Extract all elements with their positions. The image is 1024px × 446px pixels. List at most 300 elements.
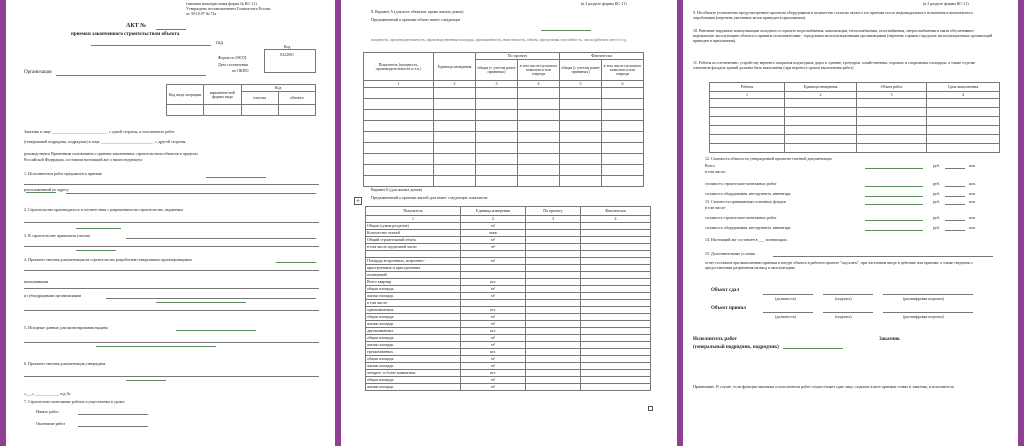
table-cell (364, 88, 434, 99)
fact-cell (581, 237, 651, 244)
code-cell (241, 105, 278, 116)
okud-label: Форма по ОКУД (218, 55, 247, 60)
plan-cell (526, 251, 581, 258)
page-header-note: (в 2 разделе формы КС-11) (581, 1, 627, 6)
text-line: 4. Проектно-сметная документация на строительство разработана генеральным проектировщиком (24, 257, 192, 262)
table-row (364, 99, 644, 110)
row-label: общая площадь (366, 377, 461, 384)
row-label: общая площадь (366, 286, 461, 293)
header-cell: Фактически (581, 207, 651, 216)
signature-caption: (подпись) (835, 296, 852, 301)
variant-a-description: мощность, производительность, производственная площадь, протяженность, вместимость, объем, пропускная способность, число рабочих мест и т.д. (371, 37, 627, 42)
cost-line: стоимость строительно-монтажных работ (705, 215, 777, 220)
customer-label: Заказчик (879, 337, 900, 342)
signature-line (883, 294, 973, 295)
table-cell (785, 108, 857, 117)
table-row (366, 349, 651, 356)
table-row (364, 121, 644, 132)
organization-line (56, 75, 206, 76)
row-unit (461, 300, 526, 307)
signature-caption: (должность) (775, 314, 796, 319)
paragraph-9: 9. На объекте установлено предусмотренное проектом оборудование в количестве согласно актам о его приемке после индивидуального испытания и комплексного опробования (перечень указанных актов приведен в приложении). (693, 10, 973, 20)
table-cell (785, 126, 857, 135)
table-cell (476, 99, 518, 110)
table-row (366, 342, 651, 349)
fact-cell (581, 244, 651, 251)
paragraph-11: 11. Работы по озеленению, устройству верхнего покрытия подъездных дорог к зданию, тротуаров, хозяйственных, игровых и спортивных площадок, а также отделке элементов фасадов зданий должны быть выполнены (при переносе сроков выполнения работ) (693, 60, 976, 70)
table-cell (602, 165, 644, 176)
table-cell (518, 121, 560, 132)
green-mark (126, 380, 166, 381)
date-line (91, 45, 211, 46)
header-cell: Срок выполнения (927, 83, 1000, 92)
fill-line (945, 204, 965, 205)
table-row (366, 370, 651, 377)
fill-line (78, 414, 148, 415)
row-unit: м³ (461, 237, 526, 244)
fill-line (126, 238, 316, 239)
kop-label: коп. (969, 225, 976, 230)
text-line: 7. Строительно-монтажные работы осуществлены в сроки: (24, 399, 125, 404)
table-row (366, 237, 651, 244)
fill-line (945, 186, 965, 187)
row-unit: этаж (461, 230, 526, 237)
plan-cell (526, 307, 581, 314)
table-row (366, 328, 651, 335)
plan-cell (526, 293, 581, 300)
table-cell (476, 110, 518, 121)
green-mark (865, 220, 923, 221)
table-row (710, 99, 1000, 108)
fill-line (24, 246, 319, 247)
row-unit: м² (461, 223, 526, 230)
header-cell: Единица измерения (461, 207, 526, 216)
fill-line (945, 230, 965, 231)
column-number: 1 (364, 81, 434, 88)
green-mark (156, 302, 246, 303)
variant-a-table (363, 52, 644, 187)
column-number: 4 (927, 92, 1000, 99)
text-line: расположенный по адресу (24, 187, 69, 192)
fill-line (106, 298, 316, 299)
fact-cell (581, 307, 651, 314)
table-cell (857, 135, 927, 144)
fact-cell (581, 258, 651, 265)
act-subtitle: приемки законченного строительством объекта (71, 32, 180, 37)
end-date-label: Окончание работ (36, 421, 66, 426)
table-cell (710, 144, 785, 153)
table-cell (518, 143, 560, 154)
table-row (364, 165, 644, 176)
fill-line (24, 184, 319, 185)
table-cell (927, 108, 1000, 117)
signature-caption: (расшифровка подписи) (903, 314, 944, 319)
table-cell (434, 88, 476, 99)
fact-cell (581, 328, 651, 335)
table-cell (560, 154, 602, 165)
green-mark (176, 330, 256, 331)
row-label: в том числе: (366, 300, 461, 307)
page-3 (683, 0, 1018, 446)
fill-line (945, 168, 965, 169)
table-cell (476, 121, 518, 132)
row-label: трехкомнатных (366, 349, 461, 356)
rub-label: руб. (933, 225, 940, 230)
operation-code-table (166, 84, 316, 116)
fact-cell (581, 279, 651, 286)
table-cell (560, 165, 602, 176)
signature-line (763, 294, 813, 295)
plan-cell (526, 363, 581, 370)
table-cell (602, 143, 644, 154)
table-cell (476, 88, 518, 99)
header-cell: По проекту (526, 207, 581, 216)
fill-line (24, 288, 319, 289)
table-cell (927, 117, 1000, 126)
row-unit: шт. (461, 349, 526, 356)
organization-label: Организация (24, 70, 52, 75)
row-label: общая площадь (366, 356, 461, 363)
plan-cell (526, 370, 581, 377)
table-cell (927, 144, 1000, 153)
table-move-handle[interactable]: + (354, 197, 362, 205)
table-row (710, 108, 1000, 117)
title-number-line (156, 29, 186, 30)
cost-line: стоимость оборудования, инструмента, инвентаря (705, 225, 791, 230)
text-line: руководствуясь Временным положением о приемке законченных строительством объектов в пределах (24, 151, 199, 156)
header-cell: в том числе пускового комплекса или очереди (602, 60, 644, 81)
column-number: 2 (434, 81, 476, 88)
header-cell: Объем работ (857, 83, 927, 92)
table-row (366, 384, 651, 391)
cost-line: Всего (705, 163, 715, 168)
table-cell (560, 132, 602, 143)
table-row (710, 135, 1000, 144)
table-cell (560, 88, 602, 99)
text-line: 5. Исходные данные для проектирования выданы (24, 325, 109, 330)
header-note-line: Утверждена постановлением Госкомстата России (186, 6, 271, 11)
row-unit: шт. (461, 370, 526, 377)
row-label: жилая площадь (366, 342, 461, 349)
page-2 (341, 0, 677, 446)
row-unit: м³ (461, 244, 526, 251)
table-cell (364, 110, 434, 121)
green-mark (96, 346, 216, 347)
footnote: Примечание. В случае, если функции заказчика и исполнителя работ осуществляет одно лицо, подписи в акте приемки ставят и заказчик, и исполнитель. (693, 384, 955, 389)
row-unit: м² (461, 384, 526, 391)
table-row (364, 176, 644, 187)
row-unit: м² (461, 335, 526, 342)
row-unit: м² (461, 293, 526, 300)
plan-cell (526, 258, 581, 265)
table-cell (602, 176, 644, 187)
column-number: 1 (710, 92, 785, 99)
table-cell (785, 135, 857, 144)
row-label: Площадь встроенных, встроенно- (366, 258, 461, 265)
row-unit: м² (461, 314, 526, 321)
table-row (710, 126, 1000, 135)
fact-cell (581, 265, 651, 272)
table-cell (602, 99, 644, 110)
date-year-suffix: год (216, 41, 223, 46)
table-row (364, 110, 644, 121)
table-cell (927, 126, 1000, 135)
cost-line: стоимость строительно-монтажных работ (705, 181, 777, 186)
table-cell (560, 121, 602, 132)
code-header: участка (241, 92, 278, 105)
fact-cell (581, 335, 651, 342)
signature-caption: (должность) (775, 296, 796, 301)
table-cell (602, 154, 644, 165)
green-mark (865, 186, 923, 187)
green-mark (26, 192, 56, 193)
table-cell (518, 165, 560, 176)
table-cell (785, 144, 857, 153)
fact-cell (581, 230, 651, 237)
green-mark (865, 196, 923, 197)
fact-cell (581, 223, 651, 230)
header-note-line: от 30.10.97 № 71а (186, 11, 217, 16)
okpo-sub: по ОКПО (232, 68, 249, 73)
table-cell (364, 165, 434, 176)
plan-cell (526, 335, 581, 342)
act-title: АКТ № (126, 23, 147, 29)
table-cell (710, 108, 785, 117)
code-header: Код (241, 85, 316, 92)
rub-label: руб. (933, 163, 940, 168)
column-number: 5 (560, 81, 602, 88)
plan-cell (526, 237, 581, 244)
variant-b-table (365, 206, 651, 391)
plan-cell (526, 223, 581, 230)
table-cell (857, 108, 927, 117)
variant-a-title: 8. Вариант А (для всех объектов, кроме жилых домов) (371, 9, 464, 14)
signature-line (763, 312, 813, 313)
fact-cell (581, 356, 651, 363)
table-row (366, 363, 651, 370)
kop-label: коп. (969, 181, 976, 186)
row-unit: шт. (461, 279, 526, 286)
table-cell (602, 110, 644, 121)
plan-cell (526, 328, 581, 335)
fill-line (24, 310, 319, 311)
row-unit (461, 272, 526, 279)
row-label (366, 251, 461, 258)
text-line: и субподрядными организациями (24, 293, 82, 298)
kop-label: коп. (969, 215, 976, 220)
row-unit: м² (461, 356, 526, 363)
cost-line: в том числе: (705, 169, 726, 174)
table-cell (710, 135, 785, 144)
table-cell (710, 126, 785, 135)
signature-line (883, 312, 973, 313)
header-cell: Показатель (мощность, производительность и т.п.) (364, 53, 434, 81)
header-cell: Показатель (366, 207, 461, 216)
fact-cell (581, 321, 651, 328)
plan-cell (526, 272, 581, 279)
paragraph-13: 13. Стоимость принимаемых основных фондов (705, 199, 786, 204)
kop-label: коп. (969, 163, 976, 168)
row-unit: м² (461, 363, 526, 370)
signature-line (823, 294, 873, 295)
table-row (366, 244, 651, 251)
table-cell (434, 143, 476, 154)
plan-cell (526, 286, 581, 293)
fact-cell (581, 286, 651, 293)
variant-b-sub: Предъявленный к приемке жилой дом имеет следующие показатели: (371, 195, 489, 200)
column-number: 3 (526, 216, 581, 223)
table-cell (434, 176, 476, 187)
row-unit (461, 251, 526, 258)
green-mark (865, 204, 923, 205)
column-number: 1 (366, 216, 461, 223)
table-row (366, 223, 651, 230)
header-cell: По проекту (476, 53, 560, 60)
text-line: 6. Проектно-сметная документация утверждена (24, 361, 106, 366)
green-mark (541, 30, 591, 31)
table-cell (518, 88, 560, 99)
row-unit: шт. (461, 307, 526, 314)
row-label: Количество этажей (366, 230, 461, 237)
works-table (709, 82, 1000, 153)
table-cell (476, 154, 518, 165)
kop-label: коп. (969, 191, 976, 196)
paragraph-12: 12. Стоимость объекта по утвержденной проектно-сметной документации (705, 156, 832, 161)
rub-label: руб. (933, 199, 940, 204)
fill-line (78, 426, 148, 427)
header-note-line: (типовая межотраслевая форма № КС-11) (186, 1, 257, 6)
start-date-label: Начало работ (36, 409, 59, 414)
signature-caption: (подпись) (835, 314, 852, 319)
table-cell (434, 154, 476, 165)
code-label: Код (284, 44, 291, 49)
green-mark (276, 262, 316, 263)
fact-cell (581, 349, 651, 356)
column-number: 4 (581, 216, 651, 223)
table-cell (518, 99, 560, 110)
signature-caption: (расшифровка подписи) (903, 296, 944, 301)
table-cell (364, 132, 434, 143)
row-label: помещений (366, 272, 461, 279)
header-cell: Работы (710, 83, 785, 92)
header-cell: Единица измерения (785, 83, 857, 92)
row-label: Всего квартир (366, 279, 461, 286)
table-cell (364, 154, 434, 165)
paragraph-15-text: отчет составлен при выполнении приемки в натуре объекта в рабочем проекте "под ключ", при частичном вводе в действие или приемке, а также сведения о предоставлении разрешения на ввод в эксплуатацию (705, 260, 973, 270)
table-row (366, 314, 651, 321)
row-label: жилая площадь (366, 293, 461, 300)
table-cell (476, 176, 518, 187)
fill-line (945, 196, 965, 197)
header-cell: Фактически (560, 53, 644, 60)
table-cell (560, 99, 602, 110)
green-mark (865, 230, 923, 231)
text-line: Заказчик в лице ___________________________ , с одной стороны, и исполнитель работ (24, 129, 175, 134)
paragraph-15: 15. Дополнительные условия (705, 251, 755, 256)
fact-cell (581, 363, 651, 370)
table-row (366, 279, 651, 286)
table-cell (857, 99, 927, 108)
table-cell (927, 135, 1000, 144)
fill-line (773, 256, 993, 257)
fact-cell (581, 342, 651, 349)
table-cell (857, 144, 927, 153)
table-cell (434, 132, 476, 143)
table-row (366, 265, 651, 272)
column-number: 4 (518, 81, 560, 88)
executor-sub: (генеральный подрядчик, подрядчик) (693, 345, 779, 350)
row-label: Общая (сумма разделов) (366, 223, 461, 230)
table-row (366, 377, 651, 384)
table-cell (476, 132, 518, 143)
table-row (364, 88, 644, 99)
table-row (366, 300, 651, 307)
text-line: (генеральный подрядчик, подрядчик) в лице __________________________ , с другой стороны, (24, 139, 187, 144)
code-header: вариантов-ной формы вида (204, 85, 241, 105)
table-row (366, 258, 651, 265)
table-cell (518, 176, 560, 187)
fact-cell (581, 251, 651, 258)
table-cell (857, 126, 927, 135)
table-cell (785, 99, 857, 108)
row-unit: м² (461, 258, 526, 265)
table-resize-handle[interactable] (648, 406, 653, 411)
row-label: жилая площадь (366, 384, 461, 391)
table-cell (518, 110, 560, 121)
plan-cell (526, 279, 581, 286)
table-row (364, 154, 644, 165)
plan-cell (526, 384, 581, 391)
row-label: жилая площадь (366, 363, 461, 370)
text-line: выполнявшим (24, 279, 49, 284)
fact-cell (581, 300, 651, 307)
cost-line: стоимость оборудования, инструмента, инвентаря (705, 191, 791, 196)
green-mark (783, 348, 843, 349)
table-row (366, 230, 651, 237)
rub-label: руб. (933, 181, 940, 186)
green-mark (206, 177, 266, 178)
header-cell: Единица измерения (434, 53, 476, 81)
row-label: двухкомнатных (366, 328, 461, 335)
table-cell (602, 132, 644, 143)
row-unit (461, 265, 526, 272)
date-line-text: «___» ____________ год № (24, 391, 71, 396)
fill-line (24, 376, 319, 377)
cost-line: в том числе: (705, 205, 726, 210)
rub-label: руб. (933, 215, 940, 220)
row-unit: м² (461, 286, 526, 293)
table-cell (560, 143, 602, 154)
green-mark (76, 250, 116, 251)
fact-cell (581, 370, 651, 377)
row-unit: шт. (461, 328, 526, 335)
table-row (366, 307, 651, 314)
table-cell (518, 132, 560, 143)
right-border (1018, 0, 1024, 446)
executor-label: Исполнитель работ (693, 337, 737, 342)
row-label: однокомнатных (366, 307, 461, 314)
column-number: 2 (785, 92, 857, 99)
row-unit: м² (461, 377, 526, 384)
fact-cell (581, 293, 651, 300)
row-label: четырех- и более комнатных (366, 370, 461, 377)
column-number: 3 (857, 92, 927, 99)
page-header-note: (в 2 разделе формы КС-11) (923, 1, 969, 6)
table-cell (364, 176, 434, 187)
plan-cell (526, 377, 581, 384)
header-cell: общая (с учетом ранее принятых) (476, 60, 518, 81)
fact-cell (581, 314, 651, 321)
